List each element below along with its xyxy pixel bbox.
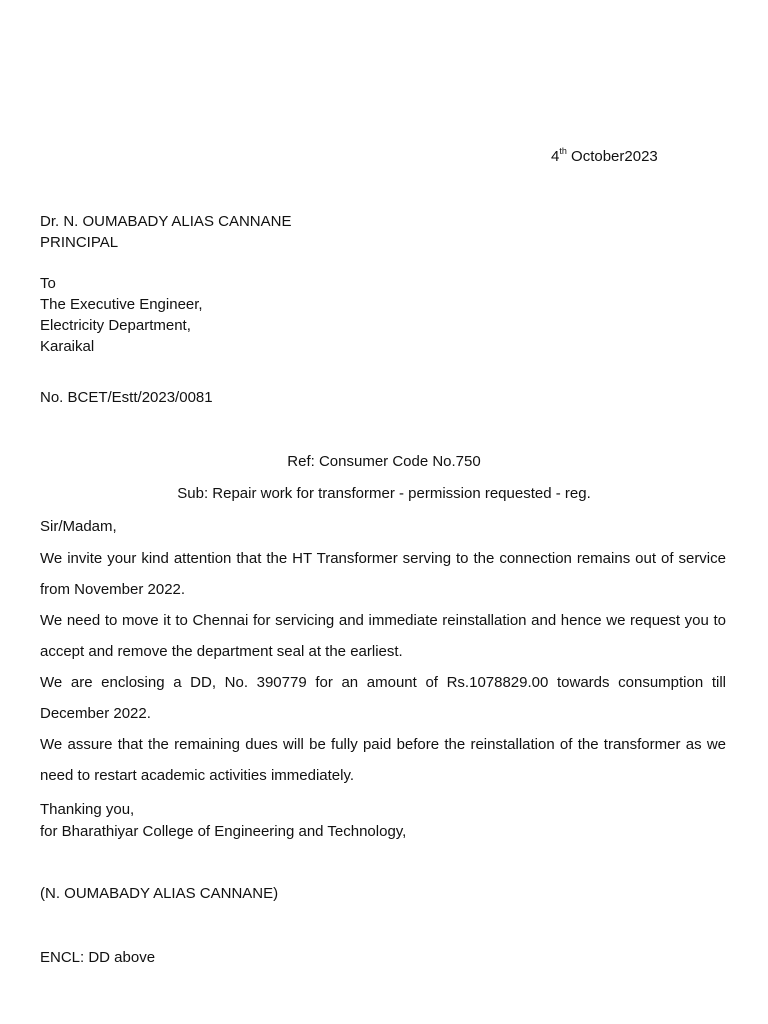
date-suffix: th: [559, 146, 567, 156]
body-paragraph: We invite your kind attention that the HT Transformer serving to the connection remains out of service from November 2022.: [40, 550, 726, 598]
body-paragraph: We need to move it to Chennai for servicing and immediate reinstallation and hence we request you to accept and remove the department seal at the earliest.: [40, 612, 726, 660]
reference-number: No. BCET/Estt/2023/0081: [40, 389, 213, 406]
ref-line: Ref: Consumer Code No.750: [287, 453, 481, 470]
letter-date: [551, 148, 658, 165]
signatory-name: (N. OUMABADY ALIAS CANNANE): [40, 885, 279, 902]
institution-name: for Bharathiyar College of Engineering and Technology,: [40, 823, 407, 840]
recipient-line: Electricity Department,: [40, 317, 191, 334]
date-day: 4: [551, 148, 560, 165]
salutation: Sir/Madam,: [40, 518, 117, 535]
enclosure-note: ENCL: DD above: [40, 949, 156, 966]
sender-title: PRINCIPAL: [40, 234, 119, 251]
closing-block: [40, 799, 406, 843]
date-month-year: October2023: [566, 148, 658, 165]
body-paragraph: We assure that the remaining dues will be fully paid before the reinstallation of the transformer as we need to restart academic activities immediately.: [40, 736, 726, 784]
closing-text: Thanking you,: [40, 801, 135, 818]
subject-line: Sub: Repair work for transformer - permission requested - reg.: [177, 485, 591, 502]
to-label: To: [40, 275, 56, 292]
recipient-line: The Executive Engineer,: [40, 296, 203, 313]
recipient-line: Karaikal: [40, 338, 95, 355]
recipient-block: [40, 273, 203, 357]
sender-name: Dr. N. OUMABADY ALIAS CANNANE: [40, 213, 292, 230]
letter-body: [40, 543, 726, 791]
body-paragraph: We are enclosing a DD, No. 390779 for an amount of Rs.1078829.00 towards consumption till December 2022.: [40, 674, 726, 722]
sender-block: [40, 211, 291, 253]
